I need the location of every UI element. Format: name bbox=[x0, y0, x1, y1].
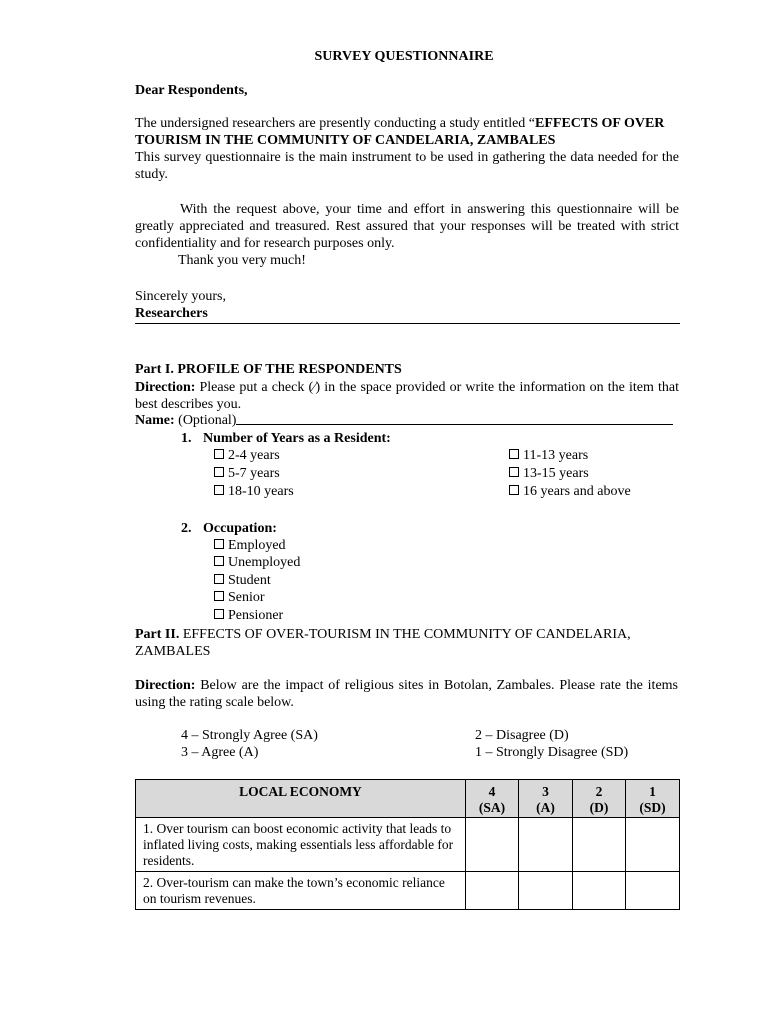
section-header: LOCAL ECONOMY bbox=[136, 780, 466, 818]
part2-title-line-2: ZAMBALES bbox=[135, 644, 211, 659]
option-student[interactable] bbox=[214, 572, 271, 589]
direction-text: Below are the impact of religious sites in Botolan, Zambales. Please rate the items using the rating scale below. bbox=[135, 678, 678, 710]
checkbox[interactable] bbox=[214, 574, 224, 584]
part2-heading bbox=[135, 626, 631, 643]
col-abbr: (A) bbox=[536, 800, 555, 815]
request-paragraph: With the request above, your time and effort in answering this questionnaire will be greatly appreciated and treasured. Rest assured that your responses will be treated with strict confidentiality and for research purposes only. bbox=[135, 202, 679, 251]
option-label: 2-4 years bbox=[228, 448, 280, 463]
checkbox[interactable] bbox=[214, 485, 224, 495]
name-hint: (Optional) bbox=[174, 413, 237, 428]
checkbox[interactable] bbox=[509, 467, 519, 477]
col-abbr: (D) bbox=[589, 800, 609, 815]
col-header-a bbox=[519, 780, 573, 818]
option-label: Unemployed bbox=[228, 555, 301, 570]
option-2-4-years[interactable] bbox=[214, 447, 280, 464]
scale-strongly-agree: 4 – Strongly Agree (SA) bbox=[181, 728, 318, 743]
part2-direction bbox=[135, 677, 678, 711]
salutation: Dear Respondents, bbox=[135, 83, 248, 98]
option-label: Employed bbox=[228, 538, 286, 553]
scale-agree: 3 – Agree (A) bbox=[181, 745, 259, 760]
table-row bbox=[136, 872, 680, 910]
item-statement: 1. Over tourism can boost economic activity that leads to inflated living costs, making essentials less affordable for residents. bbox=[136, 818, 466, 872]
col-number: 1 bbox=[649, 784, 656, 799]
option-18-10-years[interactable] bbox=[214, 483, 294, 500]
option-11-13-years[interactable] bbox=[509, 447, 588, 464]
option-13-15-years[interactable] bbox=[509, 465, 589, 482]
rating-cell-sd[interactable] bbox=[626, 818, 680, 872]
checkbox[interactable] bbox=[214, 539, 224, 549]
part2-title: EFFECTS OF OVER-TOURISM IN THE COMMUNITY OF CANDELARIA, bbox=[179, 627, 631, 642]
option-label: 5-7 years bbox=[228, 466, 280, 481]
q2-label: Occupation: bbox=[203, 521, 277, 536]
checkbox[interactable] bbox=[214, 467, 224, 477]
col-header-d bbox=[573, 780, 626, 818]
intro-line-1 bbox=[135, 115, 679, 132]
name-label: Name: bbox=[135, 413, 175, 428]
part1-direction bbox=[135, 379, 679, 413]
option-label: Student bbox=[228, 573, 271, 588]
signature-divider bbox=[135, 323, 680, 324]
rating-cell-a[interactable] bbox=[519, 818, 573, 872]
option-label: Senior bbox=[228, 590, 265, 605]
option-16-years-above[interactable] bbox=[509, 483, 631, 500]
rating-table bbox=[135, 779, 680, 910]
q1-number: 1. bbox=[181, 431, 192, 446]
option-unemployed[interactable] bbox=[214, 554, 300, 571]
option-employed[interactable] bbox=[214, 537, 286, 554]
rating-cell-a[interactable] bbox=[519, 872, 573, 910]
study-title-part-2: TOURISM IN THE COMMUNITY OF CANDELARIA, ZAMBALES bbox=[135, 133, 556, 148]
col-header-sa bbox=[466, 780, 519, 818]
checkbox[interactable] bbox=[214, 591, 224, 601]
checkbox[interactable] bbox=[214, 556, 224, 566]
rating-cell-d[interactable] bbox=[573, 818, 626, 872]
rating-cell-sa[interactable] bbox=[466, 818, 519, 872]
col-number: 4 bbox=[488, 784, 496, 799]
table-header-row bbox=[136, 780, 680, 818]
option-5-7-years[interactable] bbox=[214, 465, 280, 482]
signature: Researchers bbox=[135, 306, 208, 321]
col-header-sd bbox=[626, 780, 680, 818]
q1-label: Number of Years as a Resident: bbox=[203, 431, 391, 446]
rating-cell-sa[interactable] bbox=[466, 872, 519, 910]
checkbox[interactable] bbox=[214, 609, 224, 619]
direction-label: Direction: bbox=[135, 380, 196, 395]
checkbox[interactable] bbox=[214, 449, 224, 459]
study-title-part-1: EFFECTS OF OVER bbox=[535, 116, 665, 131]
option-label: 16 years and above bbox=[523, 484, 631, 499]
rating-cell-sd[interactable] bbox=[626, 872, 680, 910]
option-label: 13-15 years bbox=[523, 466, 589, 481]
page-title: SURVEY QUESTIONNAIRE bbox=[314, 49, 494, 64]
name-field[interactable] bbox=[135, 412, 673, 429]
intro-text: The undersigned researchers are presently conducting a study entitled “ bbox=[135, 116, 536, 131]
direction-text: Please put a check (∕) in the space provided or write the information on the item that best describes you. bbox=[135, 380, 679, 412]
col-number: 2 bbox=[595, 784, 603, 799]
part1-heading: Part I. PROFILE OF THE RESPONDENTS bbox=[135, 362, 402, 377]
intro-line-3: This survey questionnaire is the main instrument to be used in gathering the data needed for the study. bbox=[135, 150, 679, 182]
option-label: 18-10 years bbox=[228, 484, 294, 499]
option-label: 11-13 years bbox=[523, 448, 589, 463]
q2-number: 2. bbox=[181, 521, 192, 536]
option-label: Pensioner bbox=[228, 608, 284, 623]
rating-cell-d[interactable] bbox=[573, 872, 626, 910]
checkbox[interactable] bbox=[509, 449, 519, 459]
part2-label: Part II. bbox=[135, 627, 180, 642]
scale-disagree: 2 – Disagree (D) bbox=[475, 728, 569, 743]
item-statement: 2. Over-tourism can make the town’s economic reliance on tourism revenues. bbox=[136, 872, 466, 910]
closing-text: Sincerely yours, bbox=[135, 289, 226, 304]
option-pensioner[interactable] bbox=[214, 607, 283, 624]
table-row bbox=[136, 818, 680, 872]
col-abbr: (SA) bbox=[478, 800, 506, 815]
checkbox[interactable] bbox=[509, 485, 519, 495]
option-senior[interactable] bbox=[214, 589, 265, 606]
scale-strongly-disagree: 1 – Strongly Disagree (SD) bbox=[475, 745, 629, 760]
direction-label: Direction: bbox=[135, 678, 196, 693]
col-number: 3 bbox=[542, 784, 549, 799]
name-blank-line[interactable] bbox=[236, 412, 673, 425]
thanks-text: Thank you very much! bbox=[178, 253, 306, 268]
col-abbr: (SD) bbox=[639, 800, 666, 815]
